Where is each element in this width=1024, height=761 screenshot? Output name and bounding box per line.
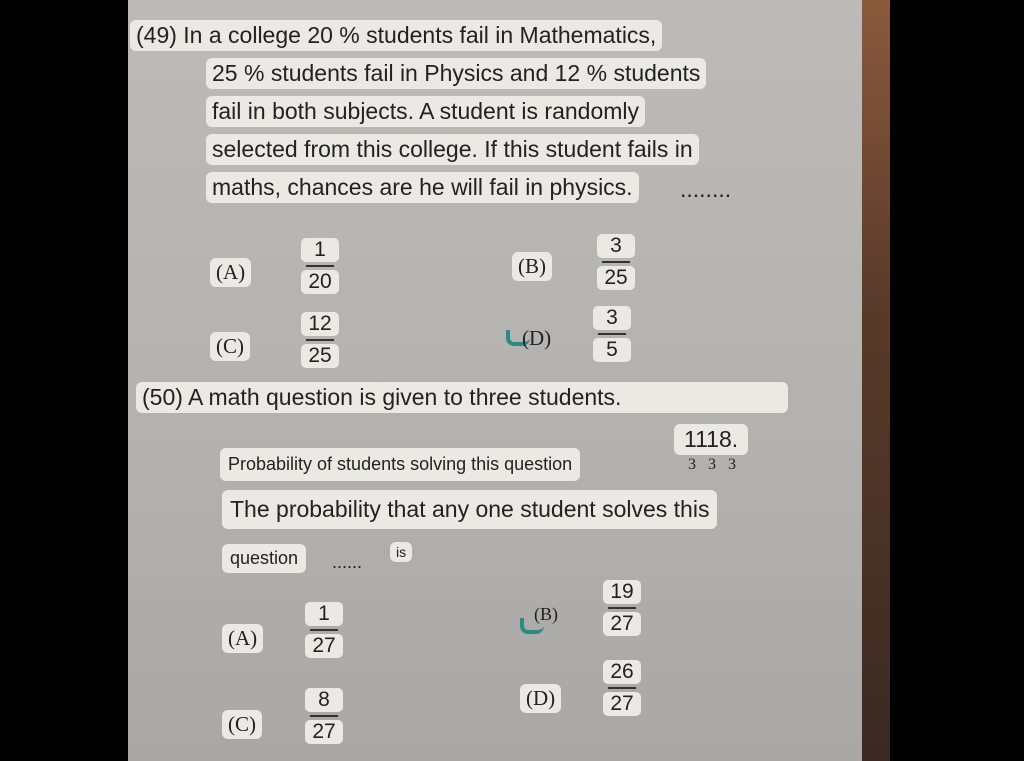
fraction-bar bbox=[306, 339, 334, 341]
q50-option-b-label[interactable]: (B) bbox=[534, 604, 558, 624]
numerator: 8 bbox=[305, 688, 343, 712]
q50-fractions: 1118. bbox=[674, 424, 748, 455]
q50-fractions-denominators: 3 3 3 bbox=[688, 456, 740, 473]
denominator: 25 bbox=[301, 344, 339, 368]
q50-option-d-fraction[interactable] bbox=[600, 660, 644, 716]
q50-line3: The probability that any one student solves this bbox=[222, 490, 717, 529]
denominator: 27 bbox=[603, 612, 641, 636]
q49-option-c-label[interactable]: (C) bbox=[210, 332, 250, 361]
q49-option-d-fraction[interactable] bbox=[590, 306, 634, 362]
q50-line2: Probability of students solving this question bbox=[220, 448, 580, 481]
fraction-bar bbox=[310, 715, 338, 717]
numerator: 3 bbox=[597, 234, 635, 258]
numerator: 12 bbox=[301, 312, 339, 336]
q50-option-a-fraction[interactable] bbox=[302, 602, 346, 658]
fraction-bar bbox=[602, 261, 630, 263]
numerator: 1 bbox=[301, 238, 339, 262]
q49-option-b-fraction[interactable] bbox=[594, 234, 638, 290]
fraction-bar bbox=[310, 629, 338, 631]
numerator: 3 bbox=[593, 306, 631, 330]
numerator: 1 bbox=[305, 602, 343, 626]
denominator: 20 bbox=[301, 270, 339, 294]
numerator: 19 bbox=[603, 580, 641, 604]
q50-is: is bbox=[390, 542, 412, 562]
q50-option-c-label[interactable]: (C) bbox=[222, 710, 262, 739]
q49-line4: selected from this college. If this student fails in bbox=[206, 134, 699, 165]
q50-option-c-fraction[interactable] bbox=[302, 688, 346, 744]
fraction-bar bbox=[608, 607, 636, 609]
q50-option-a-label[interactable]: (A) bbox=[222, 624, 263, 653]
denominator: 5 bbox=[593, 338, 631, 362]
q49-line1: (49) In a college 20 % students fail in Mathematics, bbox=[130, 20, 662, 51]
q50-line1: (50) A math question is given to three students. bbox=[136, 382, 788, 413]
denominator: 25 bbox=[597, 266, 635, 290]
background-strip bbox=[862, 0, 890, 761]
q49-option-d-label[interactable]: (D) bbox=[522, 326, 552, 350]
numerator: 26 bbox=[603, 660, 641, 684]
q49-option-c-fraction[interactable] bbox=[298, 312, 342, 368]
fraction-bar bbox=[598, 333, 626, 335]
q49-line3: fail in both subjects. A student is randomly bbox=[206, 96, 645, 127]
denominator: 27 bbox=[305, 720, 343, 744]
q49-option-a-label[interactable]: (A) bbox=[210, 258, 251, 287]
q49-line2: 25 % students fail in Physics and 12 % students bbox=[206, 58, 706, 89]
q50-dots: ...... bbox=[332, 552, 363, 572]
denominator: 27 bbox=[603, 692, 641, 716]
q49-option-b-label[interactable]: (B) bbox=[512, 252, 552, 281]
q50-option-d-label[interactable]: (D) bbox=[520, 684, 561, 713]
denominator: 27 bbox=[305, 634, 343, 658]
fraction-bar bbox=[306, 265, 334, 267]
q50-line4: question bbox=[222, 544, 306, 573]
q49-line5: maths, chances are he will fail in physics. bbox=[206, 172, 639, 203]
q50-option-b-fraction[interactable] bbox=[600, 580, 644, 636]
q49-option-a-fraction[interactable] bbox=[298, 238, 342, 294]
fraction-bar bbox=[608, 687, 636, 689]
q49-dots: ........ bbox=[680, 176, 732, 202]
